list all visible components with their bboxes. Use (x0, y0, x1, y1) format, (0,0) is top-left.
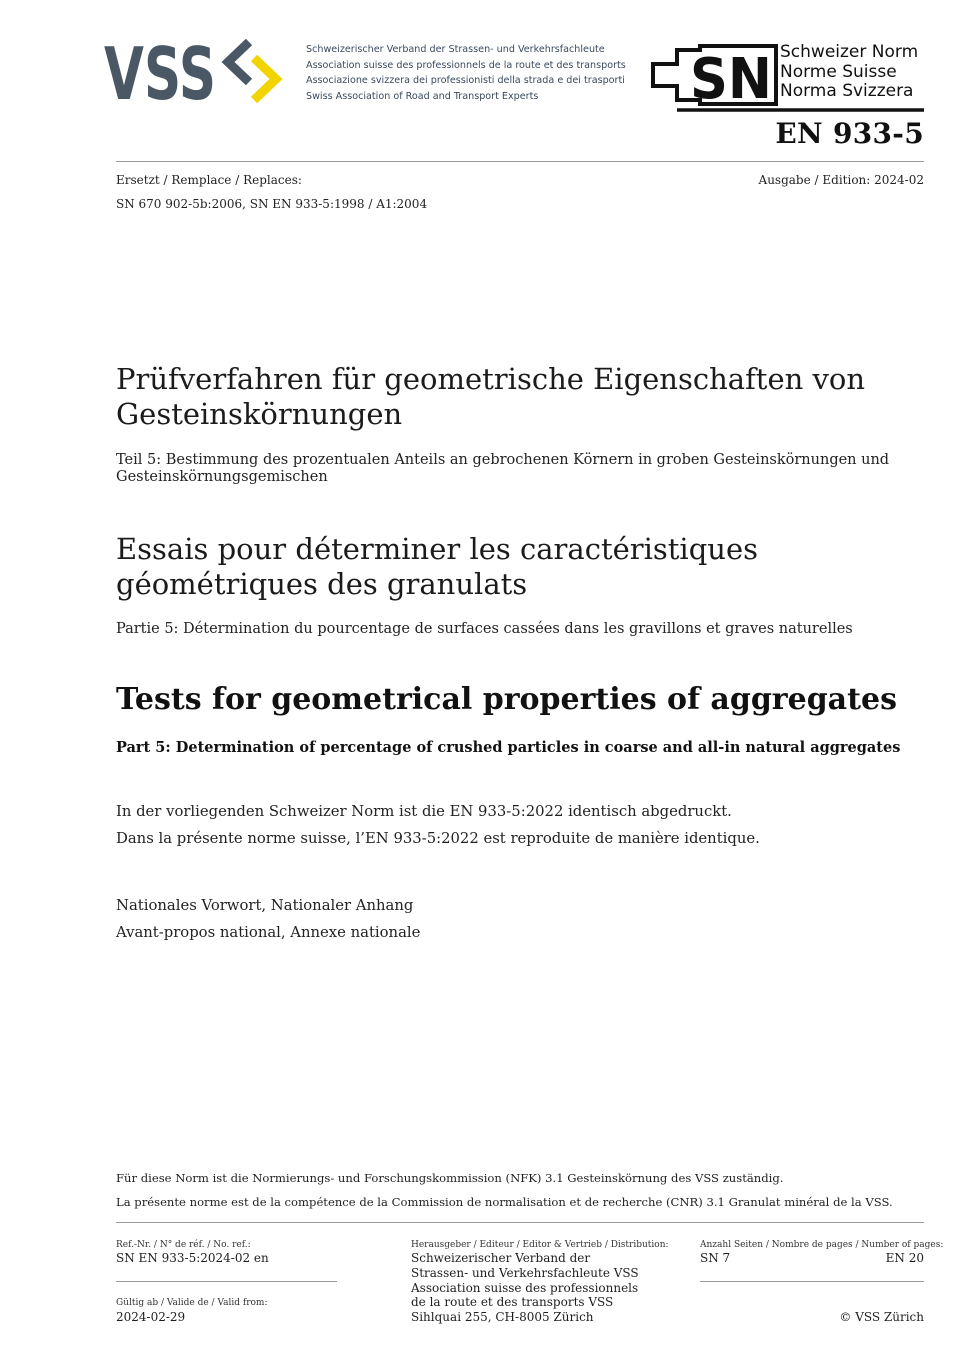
header-divider (116, 161, 924, 162)
committee-note-german: Für diese Norm ist die Normierungs- und Forschungskommission (NFK) 3.1 Gesteinskörnung des VSS zuständig. (116, 1171, 784, 1185)
publisher-line: Sihlquai 255, CH-8005 Zürich (411, 1310, 594, 1325)
national-foreword-french: Avant-propos national, Annexe nationale (116, 924, 421, 941)
sn-logo-text: SN (690, 47, 772, 112)
reference-value: SN EN 933-5:2024-02 en (116, 1251, 269, 1265)
identical-note-french: Dans la présente norme suisse, l’EN 933-5:2022 est reproduite de manière identique. (116, 830, 760, 847)
norm-line-de: Schweizer Norm (780, 42, 919, 62)
association-line-fr: Association suisse des professionnels de la route et des transports (306, 59, 626, 71)
subtitle-german: Teil 5: Bestimmung des prozentualen Anteils an gebrochenen Körnern in groben Gesteinskörnungen und Gesteinskörnungsgemischen (116, 452, 890, 485)
title-german: Prüfverfahren für geometrische Eigenschaften von Gesteinskörnungen (116, 362, 866, 431)
replaces-value: SN 670 902-5b:2006, SN EN 933-5:1998 / A1:2004 (116, 197, 428, 211)
subtitle-french: Partie 5: Détermination du pourcentage de surfaces cassées dans les gravillons et graves naturelles (116, 621, 853, 637)
norm-line-fr: Norme Suisse (780, 61, 897, 82)
title-french: Essais pour déterminer les caractéristiques géométriques des granulats (116, 532, 758, 601)
identical-note-german: In der vorliegenden Schweizer Norm ist die EN 933-5:2022 identisch abgedruckt. (116, 803, 732, 820)
copyright: © VSS Zürich (839, 1310, 924, 1324)
association-line-de: Schweizerischer Verband der Strassen- und Verkehrsfachleute (306, 44, 605, 55)
valid-from-value: 2024-02-29 (116, 1310, 186, 1324)
vss-chevron-dark-icon (228, 42, 249, 82)
standard-number: EN 933-5 (775, 117, 924, 150)
page-count-divider (700, 1281, 924, 1282)
reference-divider (116, 1281, 337, 1282)
association-line-en: Swiss Association of Road and Transport Experts (306, 90, 539, 102)
title-english: Tests for geometrical properties of aggregates (116, 682, 897, 717)
edition-info: Ausgabe / Edition: 2024-02 (758, 173, 924, 187)
publisher-line: Schweizerischer Verband der (411, 1251, 591, 1265)
vss-logo-text: VSS (104, 36, 216, 106)
publisher-line: Association suisse des professionnels (411, 1280, 639, 1295)
vss-logo (104, 36, 288, 106)
reference-label: Ref.-Nr. / N° de réf. / No. ref.: (116, 1240, 251, 1250)
norm-language-lines (780, 43, 918, 102)
national-foreword-german: Nationales Vorwort, Nationaler Anhang (116, 897, 414, 914)
page-count-label: Anzahl Seiten / Nombre de pages / Number of pages: (700, 1240, 944, 1250)
publisher-label: Herausgeber / Editeur / Editor & Vertrieb / Distribution: (411, 1240, 669, 1250)
page-count-en: EN 20 (885, 1251, 924, 1265)
page-count-sn: SN 7 (700, 1251, 731, 1265)
committee-note-french: La présente norme est de la compétence de la Commission de normalisation et de recherche (CNR) 3.1 Granulat minéral de la VSS. (116, 1195, 893, 1209)
publisher-address (411, 1251, 639, 1325)
replaces-label: Ersetzt / Remplace / Replaces: (116, 173, 302, 187)
valid-from-label: Gültig ab / Valide de / Valid from: (116, 1298, 268, 1308)
vss-chevron-yellow-icon (254, 58, 276, 100)
footer-divider (116, 1222, 924, 1223)
subtitle-english: Part 5: Determination of percentage of crushed particles in coarse and all-in natural aggregates (116, 739, 901, 756)
publisher-line: de la route et des transports VSS (411, 1295, 614, 1310)
association-names (306, 42, 626, 104)
association-line-it: Associazione svizzera dei professionisti della strada e dei trasporti (306, 75, 625, 87)
norm-line-it: Norma Svizzera (780, 81, 914, 101)
publisher-line: Strassen- und Verkehrsfachleute VSS (411, 1265, 639, 1280)
